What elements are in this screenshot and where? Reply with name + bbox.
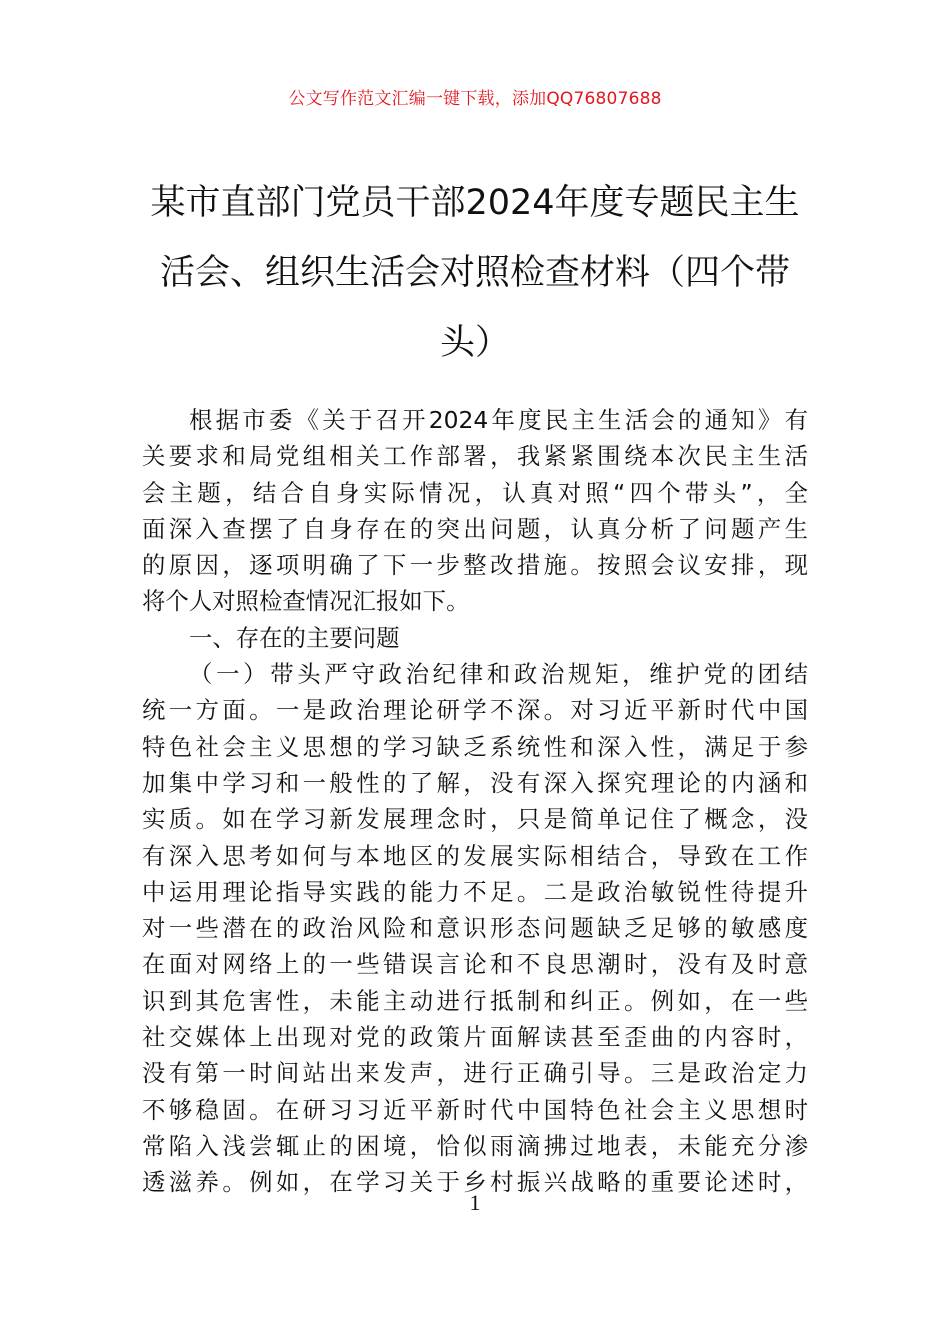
- paragraph-line: 社交媒体上出现对党的政策片面解读甚至歪曲的内容时，: [142, 1023, 808, 1052]
- paragraph-intro-line: 根据市委《关于召开2024年度民主生活会的通知》有: [189, 406, 808, 434]
- paragraph-intro-line: 面深入查摆了自身存在的突出问题，认真分析了问题产生: [142, 514, 808, 543]
- document-title: [140, 168, 810, 378]
- document-body: [142, 402, 808, 1201]
- paragraph-intro-line: 将个人对照检查情况汇报如下。: [142, 587, 470, 616]
- paragraph-line: 实质。如在学习新发展理念时，只是简单记住了概念，没: [142, 805, 808, 834]
- paragraph-line: 加集中学习和一般性的了解，没有深入探究理论的内涵和: [142, 768, 808, 797]
- paragraph-intro-line: 会主题，结合自身实际情况，认真对照“四个带头”，全: [142, 478, 808, 507]
- paragraph-line: 在面对网络上的一些错误言论和不良思潮时，没有及时意: [142, 950, 808, 979]
- paragraph-line: 透滋养。例如，在学习关于乡村振兴战略的重要论述时，: [142, 1168, 808, 1197]
- paragraph-line: 不够稳固。在研习习近平新时代中国特色社会主义思想时: [142, 1095, 808, 1124]
- watermark-banner: 公文写作范文汇编一键下载，添加QQ76807688: [288, 89, 662, 109]
- section-heading: 一、存在的主要问题: [189, 623, 400, 652]
- paragraph-line: 特色社会主义思想的学习缺乏系统性和深入性，满足于参: [142, 732, 808, 761]
- paragraph-line: 统一方面。一是政治理论研学不深。对习近平新时代中国: [142, 696, 808, 725]
- title-line: 头）: [439, 323, 510, 363]
- paragraph-intro-line: 的原因，逐项明确了下一步整改措施。按照会议安排，现: [142, 551, 808, 580]
- title-line: 某市直部门党员干部2024年度专题民主生: [150, 183, 800, 223]
- paragraph-intro-line: 关要求和局党组相关工作部署，我紧紧围绕本次民主生活: [142, 442, 808, 471]
- paragraph-line: 识到其危害性，未能主动进行抵制和纠正。例如，在一些: [142, 986, 808, 1015]
- title-line: 活会、组织生活会对照检查材料（四个带: [159, 253, 790, 293]
- paragraph-line: 常陷入浅尝辄止的困境，恰似雨滴拂过地表，未能充分渗: [142, 1131, 808, 1160]
- page-number: 1: [469, 1190, 481, 1215]
- paragraph-line: 没有第一时间站出来发声，进行正确引导。三是政治定力: [142, 1059, 808, 1088]
- paragraph-line: 对一些潜在的政治风险和意识形态问题缺乏足够的敏感度: [142, 914, 808, 943]
- paragraph-line: 中运用理论指导实践的能力不足。二是政治敏锐性待提升: [142, 877, 808, 906]
- paragraph-line: 有深入思考如何与本地区的发展实际相结合，导致在工作: [142, 841, 808, 870]
- paragraph-line: （一）带头严守政治纪律和政治规矩，维护党的团结: [189, 660, 808, 689]
